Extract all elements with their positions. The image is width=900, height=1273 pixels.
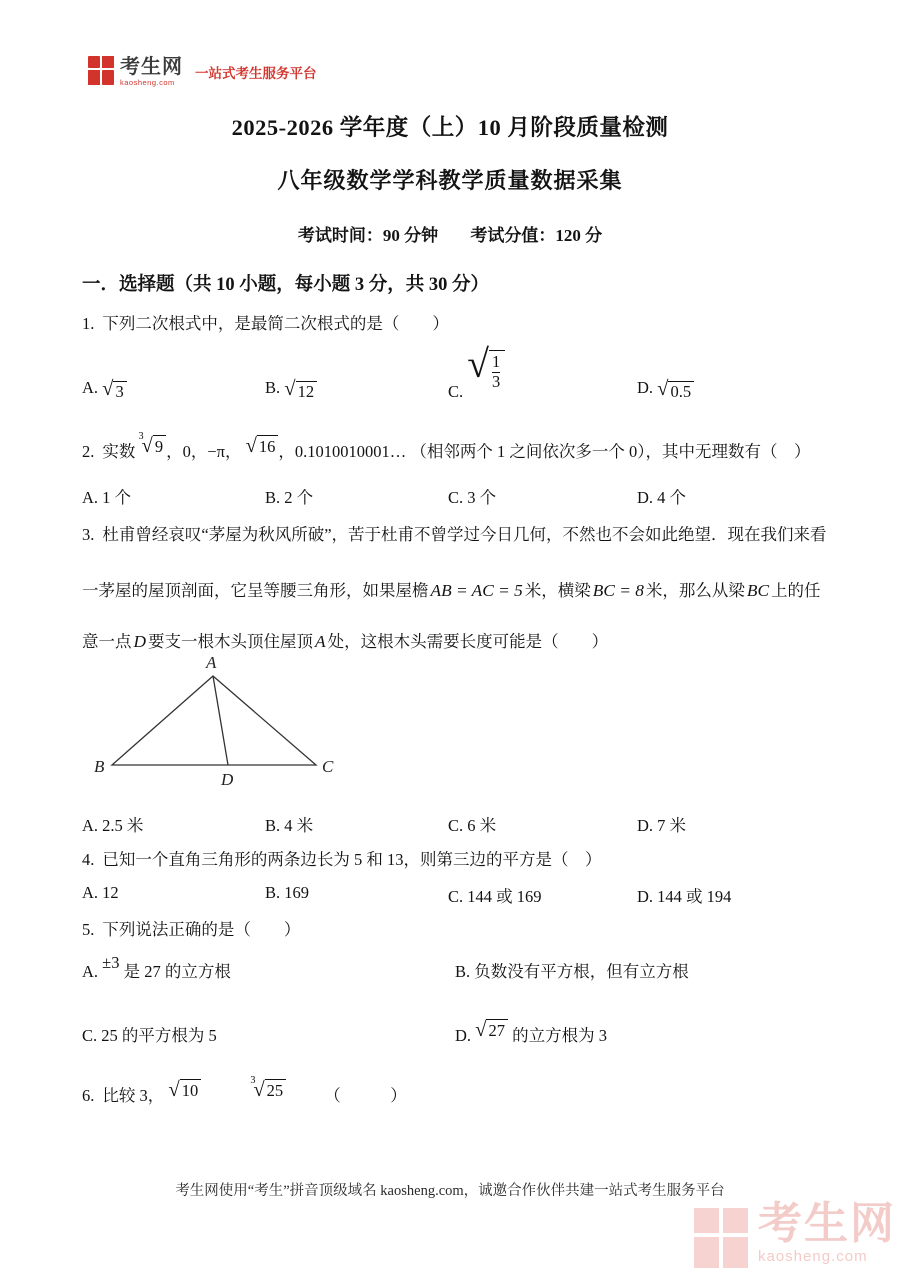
option-label: C.: [448, 381, 464, 401]
exam-title: 2025-2026 学年度（上）10 月阶段质量检测: [231, 115, 669, 140]
watermark-logo-icon: [694, 1208, 750, 1270]
radical-sign: √: [475, 1019, 487, 1041]
option-text: 4 米: [284, 816, 314, 835]
root-index: 3: [138, 430, 144, 442]
kaosheng-logo-icon: [88, 56, 115, 86]
option-text: 3 个: [467, 488, 497, 507]
question-text: 米，横梁: [524, 581, 591, 600]
sqrt-expression: [168, 1081, 201, 1101]
option-label: A.: [82, 883, 99, 902]
logo-domain: kaosheng.com: [120, 77, 175, 87]
watermark-domain: kaosheng.com: [758, 1248, 868, 1265]
option-label: D.: [455, 1026, 472, 1045]
sqrt-expression: [657, 377, 694, 401]
question-text: 一茅屋的屋顶剖面，它呈等腰三角形，如果屋檐: [82, 581, 429, 600]
logo-text: 考生网: [120, 55, 183, 78]
question-text: 下列二次根式中，是最简二次根式的是（ ）: [102, 314, 449, 333]
option-d: [637, 883, 731, 907]
option-d: [455, 1019, 607, 1049]
question-3-line1: [82, 521, 827, 545]
option-d: [637, 484, 686, 508]
question-text: 实数: [102, 442, 136, 461]
option-label: D.: [637, 816, 654, 835]
option-label: A.: [82, 488, 99, 507]
question-text: 意一点: [82, 632, 132, 651]
option-text: 144 或 169: [467, 887, 542, 906]
question-note: （相邻两个 1 之间依次多一个 0），其中无理数有（ ）: [410, 442, 811, 461]
question-number: 2.: [82, 442, 95, 461]
radicand: 3: [113, 381, 126, 401]
question-3-options: [82, 812, 842, 842]
fraction-numerator: 1: [492, 352, 501, 371]
option-label: A.: [82, 962, 99, 981]
sqrt-expression: [102, 377, 127, 401]
logo-block: [88, 70, 100, 85]
logo-block: [102, 70, 114, 85]
radicand: [489, 350, 505, 392]
question-5: [82, 916, 822, 940]
question-1-options: [82, 341, 842, 410]
question-2: [82, 430, 822, 465]
option-a: [82, 812, 143, 836]
plus-minus-expression: ±3: [102, 953, 120, 972]
question-2-options: [82, 484, 842, 514]
math-variable: A: [315, 632, 326, 651]
radical-sign: √: [102, 377, 114, 400]
question-5-options-ab: [82, 953, 842, 994]
option-c: [82, 1022, 217, 1046]
question-number: 3.: [82, 525, 95, 544]
option-text: 负数没有平方根，但有立方根: [474, 962, 689, 981]
watermark-text: 考生网: [758, 1199, 896, 1248]
radicand: 25: [265, 1079, 287, 1100]
option-label: D.: [637, 378, 654, 397]
option-label: D.: [637, 887, 654, 906]
option-text: 144 或 194: [657, 887, 732, 906]
option-b: [265, 378, 317, 401]
logo-block: [723, 1208, 748, 1233]
question-6: [82, 1074, 822, 1109]
section-heading: 一．选择题（共 10 小题，每小题 3 分，共 30 分）: [82, 275, 490, 295]
question-text: 处，这根木头需要长度可能是（ ）: [327, 632, 609, 651]
radicand: 10: [180, 1079, 202, 1100]
question-number: 5.: [82, 920, 95, 939]
option-c: [448, 812, 496, 836]
question-text: 要支一根木头顶住屋顶: [148, 632, 314, 651]
triangle-svg: [92, 653, 348, 795]
question-4-options: [82, 883, 842, 913]
option-c: [448, 341, 505, 414]
option-text: 169: [284, 883, 310, 902]
option-label: A.: [82, 378, 99, 397]
exam-score: 考试分值：120 分: [470, 226, 603, 245]
option-label: B.: [265, 488, 281, 507]
vertex-label-D: D: [221, 770, 234, 789]
radical-sign: √: [657, 377, 669, 400]
cbrt-expression: [138, 430, 167, 457]
question-text: 米，那么从梁: [645, 581, 745, 600]
logo-block: [723, 1237, 748, 1268]
math-variable: AB = AC = 5: [430, 581, 523, 600]
question-text: 上的任: [771, 581, 821, 600]
sqrt-expression: [246, 437, 279, 457]
footer-text: 考生网使用“考生”拼音顶级域名 kaosheng.com，诚邀合作伙伴共建一站式考生服务平台: [175, 1183, 725, 1199]
question-4: [82, 846, 822, 870]
option-text: 4 个: [657, 488, 687, 507]
radicand: 0.5: [668, 381, 694, 401]
question-text: 已知一个直角三角形的两条边长为 5 和 13，则第三边的平方是（ ）: [102, 850, 602, 869]
option-text: 的立方根为 3: [512, 1026, 607, 1045]
option-text: 2.5 米: [102, 816, 144, 835]
math-variable: D: [133, 632, 147, 651]
triangle-outline: [112, 676, 316, 765]
sqrt-expression: [284, 377, 317, 401]
math-variable: BC = 8: [592, 581, 644, 600]
vertex-label-A: A: [206, 653, 217, 672]
radical-sign: √: [168, 1079, 180, 1101]
radical-sign: √: [141, 435, 153, 457]
option-a: [82, 953, 231, 982]
option-c: [448, 484, 496, 508]
option-label: B.: [265, 378, 281, 397]
option-text: 2 个: [284, 488, 314, 507]
watermark-logo: [694, 1199, 896, 1270]
option-a: [82, 378, 127, 401]
question-number: 4.: [82, 850, 95, 869]
option-label: C.: [448, 816, 464, 835]
option-b: [265, 812, 313, 836]
option-text: 1 个: [102, 488, 132, 507]
vertex-label-C: C: [322, 757, 334, 776]
question-number: 1.: [82, 314, 95, 333]
question-text: 杜甫曾经哀叹“茅屋为秋风所破”，苦于杜甫不曾学过今日几何，不然也不会如此绝望．现在我们来看: [102, 525, 827, 544]
exam-info: [0, 221, 900, 246]
option-label: C.: [448, 887, 464, 906]
segment-AD: [213, 676, 228, 765]
question-text: 比较 3，: [102, 1086, 165, 1105]
radical-sign: √: [245, 435, 257, 457]
sqrt-fraction-expression: [467, 341, 505, 392]
exam-subtitle: 八年级数学学科教学质量数据采集: [277, 168, 623, 193]
vertex-label-B: B: [94, 757, 105, 776]
option-label: B.: [265, 816, 281, 835]
question-3-line2: [82, 577, 822, 601]
option-c: [448, 883, 542, 907]
question-text: 下列说法正确的是（ ）: [102, 920, 301, 939]
radical-sign: √: [253, 1079, 265, 1101]
option-label: A.: [82, 816, 99, 835]
sqrt-expression: [475, 1021, 508, 1041]
logo-block: [694, 1208, 719, 1233]
root-index: 3: [250, 1074, 256, 1086]
radicand: 16: [257, 435, 279, 456]
triangle-figure: [92, 653, 348, 795]
brand-logo: [88, 56, 317, 86]
option-label: B.: [265, 883, 281, 902]
radical-sign: √: [284, 377, 296, 400]
option-text: 12: [102, 883, 119, 902]
option-label: B.: [455, 962, 471, 981]
brand-tagline: 一站式考生服务平台: [195, 66, 317, 81]
question-1: [82, 310, 822, 334]
cbrt-expression: [250, 1074, 286, 1101]
option-b: [265, 484, 313, 508]
question-5-options-cd: [82, 1019, 842, 1062]
option-text: 25 的平方根为 5: [101, 1026, 217, 1045]
option-b: [265, 883, 309, 903]
option-label: C.: [448, 488, 464, 507]
answer-blank: （ ）: [324, 1086, 407, 1105]
option-a: [82, 883, 119, 903]
option-d: [637, 812, 686, 836]
radicand: 12: [296, 381, 318, 401]
option-text: 是 27 的立方根: [123, 962, 231, 981]
radicand: 27: [486, 1019, 508, 1040]
option-a: [82, 484, 131, 508]
option-b: [455, 958, 689, 982]
option-text: 7 米: [657, 816, 687, 835]
option-d: [637, 378, 694, 401]
radicand: 9: [153, 435, 166, 456]
option-label: C.: [82, 1026, 98, 1045]
option-text: 6 米: [467, 816, 497, 835]
radical-sign: √: [467, 341, 489, 386]
question-number: 6.: [82, 1086, 95, 1105]
logo-block: [694, 1237, 719, 1268]
logo-block: [88, 56, 100, 68]
exam-time: 考试时间：90 分钟: [297, 226, 439, 245]
math-variable: BC: [746, 581, 770, 600]
option-label: D.: [637, 488, 654, 507]
question-text: ，0.1010010001…: [278, 442, 407, 461]
logo-block: [102, 56, 114, 68]
fraction-denominator: 3: [492, 371, 501, 391]
question-3-line3: [82, 628, 822, 652]
question-text: ，0，−π，: [166, 442, 242, 461]
